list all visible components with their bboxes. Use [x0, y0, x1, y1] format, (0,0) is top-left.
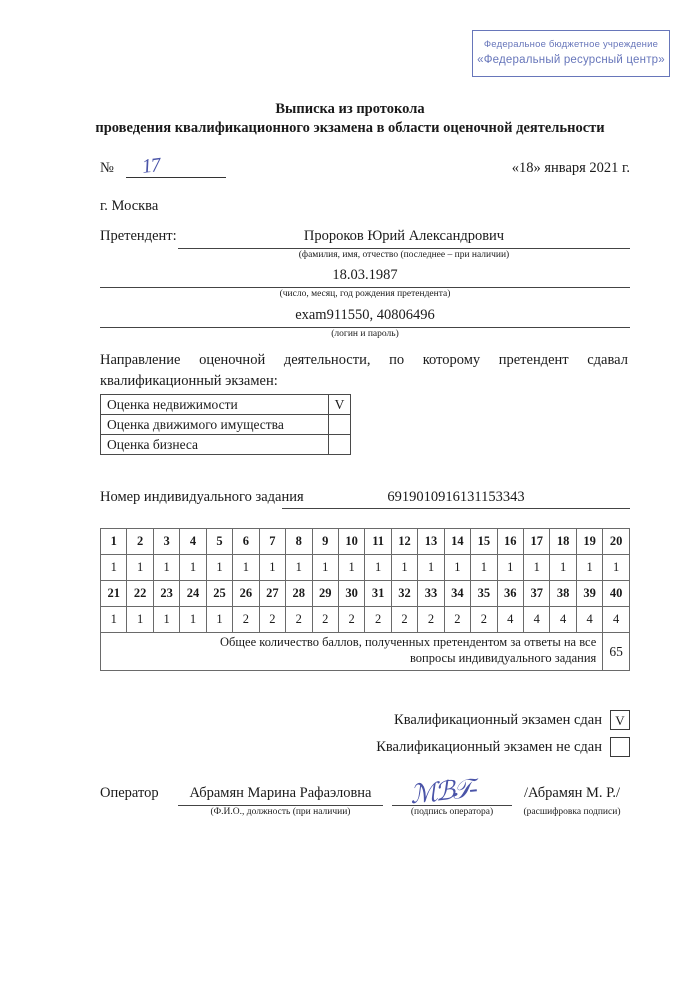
question-score-24: 1 [180, 607, 206, 633]
scores-total-row [101, 633, 630, 671]
question-number-1: 1 [101, 529, 127, 555]
question-score-17: 1 [524, 555, 550, 581]
direction-word-4: которому [422, 352, 481, 368]
operator-decode-caption: (расшифровка подписи) [523, 807, 621, 817]
question-number-35: 35 [471, 581, 497, 607]
operator-signature-caption: (подпись оператора) [410, 807, 494, 817]
document-title-line-2: проведения квалификационного экзамена в области оценочной деятельности [95, 120, 605, 136]
direction-word-3: по [389, 352, 405, 368]
question-number-27: 27 [259, 581, 285, 607]
operator-signature: ℳℬ𝒯- [408, 773, 477, 810]
scores-values-row-2 [101, 607, 630, 633]
question-number-17: 17 [524, 529, 550, 555]
question-number-24: 24 [180, 581, 206, 607]
question-score-23: 1 [153, 607, 179, 633]
question-score-34: 2 [444, 607, 470, 633]
direction-option-label-0: Оценка недвижимости [101, 395, 329, 415]
protocol-number-label: № [100, 160, 114, 176]
question-score-18: 1 [550, 555, 576, 581]
question-number-16: 16 [497, 529, 523, 555]
direction-word-5: претендент [498, 352, 569, 368]
question-number-14: 14 [444, 529, 470, 555]
question-number-9: 9 [312, 529, 338, 555]
claimant-birth-caption: (число, месяц, год рождения претендента) [279, 289, 451, 299]
question-number-4: 4 [180, 529, 206, 555]
claimant-login-caption: (логин и пароль) [331, 329, 399, 339]
operator-name-underline [178, 805, 383, 806]
question-score-35: 2 [471, 607, 497, 633]
direction-paragraph-line-1 [100, 350, 628, 371]
question-score-7: 1 [259, 555, 285, 581]
question-number-12: 12 [391, 529, 417, 555]
question-number-20: 20 [603, 529, 630, 555]
scores-grid [100, 528, 630, 671]
protocol-date: «18» января 2021 г. [511, 160, 630, 176]
question-number-32: 32 [391, 581, 417, 607]
stamp-line-2: «Федеральный ресурсный центр» [477, 54, 665, 66]
question-score-27: 2 [259, 607, 285, 633]
question-score-38: 4 [550, 607, 576, 633]
question-number-15: 15 [471, 529, 497, 555]
question-number-26: 26 [233, 581, 259, 607]
scores-header-row-1 [101, 529, 630, 555]
question-number-33: 33 [418, 581, 444, 607]
question-number-29: 29 [312, 581, 338, 607]
question-score-20: 1 [603, 555, 630, 581]
operator-decode-value: /Абрамян М. Р./ [523, 785, 621, 801]
question-score-13: 1 [418, 555, 444, 581]
question-score-28: 2 [286, 607, 312, 633]
question-number-6: 6 [233, 529, 259, 555]
result-failed-row [100, 737, 630, 759]
direction-option-checkbox-2[interactable] [329, 435, 351, 455]
result-failed-label: Квалификационный экзамен не сдан [376, 739, 602, 755]
question-score-33: 2 [418, 607, 444, 633]
direction-word-6: сдавал [587, 352, 628, 368]
claimant-birth-value: 18.03.1987 [332, 267, 398, 283]
scores-values-row-1 [101, 555, 630, 581]
question-number-22: 22 [127, 581, 153, 607]
question-score-19: 1 [576, 555, 602, 581]
question-number-2: 2 [127, 529, 153, 555]
question-score-39: 4 [576, 607, 602, 633]
question-score-30: 2 [338, 607, 364, 633]
direction-option-checkbox-1[interactable] [329, 415, 351, 435]
question-score-9: 1 [312, 555, 338, 581]
question-number-10: 10 [338, 529, 364, 555]
claimant-fio-value: Пророков Юрий Александрович [303, 228, 505, 244]
question-score-8: 1 [286, 555, 312, 581]
operator-signature-underline [392, 805, 512, 806]
question-number-19: 19 [576, 529, 602, 555]
claimant-label: Претендент: [100, 228, 177, 244]
scores-header-row-2 [101, 581, 630, 607]
document-title-line-1: Выписка из протокола [275, 101, 425, 117]
direction-paragraph-line-2: квалификационный экзамен: [100, 372, 278, 389]
question-number-31: 31 [365, 581, 391, 607]
result-passed-checkbox[interactable]: V [610, 710, 630, 730]
direction-option-checkbox-0[interactable]: V [329, 395, 351, 415]
direction-option-label-2: Оценка бизнеса [101, 435, 329, 455]
question-score-40: 4 [603, 607, 630, 633]
table-row[interactable] [101, 395, 351, 415]
table-row[interactable] [101, 415, 351, 435]
task-number-value: 6919010916131153343 [387, 489, 525, 505]
operator-name-caption: (Ф.И.О., должность (при наличии) [210, 807, 351, 817]
question-number-8: 8 [286, 529, 312, 555]
question-score-6: 1 [233, 555, 259, 581]
question-number-7: 7 [259, 529, 285, 555]
question-score-4: 1 [180, 555, 206, 581]
claimant-fio-caption: (фамилия, имя, отчество (последнее – при наличии) [298, 250, 510, 260]
question-score-22: 1 [127, 607, 153, 633]
scores-total-value: 65 [603, 633, 630, 671]
direction-option-label-1: Оценка движимого имущества [101, 415, 329, 435]
question-score-14: 1 [444, 555, 470, 581]
question-number-18: 18 [550, 529, 576, 555]
question-score-5: 1 [206, 555, 232, 581]
table-row[interactable] [101, 435, 351, 455]
claimant-login-value: exam911550, 40806496 [295, 307, 435, 323]
question-score-11: 1 [365, 555, 391, 581]
question-score-12: 1 [391, 555, 417, 581]
question-number-34: 34 [444, 581, 470, 607]
protocol-number-underline [126, 177, 226, 178]
question-number-30: 30 [338, 581, 364, 607]
question-score-37: 4 [524, 607, 550, 633]
direction-word-2: деятельности, [283, 352, 371, 368]
result-passed-label: Квалификационный экзамен сдан [394, 712, 602, 728]
question-score-10: 1 [338, 555, 364, 581]
scores-total-label: Общее количество баллов, полученных претендентом за ответы на все вопросы индивидуального задания [101, 633, 603, 671]
protocol-number-value: 17 [140, 153, 162, 179]
question-score-25: 1 [206, 607, 232, 633]
question-number-5: 5 [206, 529, 232, 555]
city-label: г. Москва [100, 198, 159, 214]
protocol-number-row [100, 153, 630, 180]
task-number-underline [282, 508, 630, 509]
question-number-38: 38 [550, 581, 576, 607]
organization-stamp [472, 30, 670, 77]
question-score-36: 4 [497, 607, 523, 633]
question-number-25: 25 [206, 581, 232, 607]
question-score-3: 1 [153, 555, 179, 581]
question-number-28: 28 [286, 581, 312, 607]
question-score-32: 2 [391, 607, 417, 633]
question-score-31: 2 [365, 607, 391, 633]
question-score-21: 1 [101, 607, 127, 633]
question-score-26: 2 [233, 607, 259, 633]
operator-name-value: Абрамян Марина Рафаэловна [189, 785, 372, 801]
question-number-11: 11 [365, 529, 391, 555]
question-score-16: 1 [497, 555, 523, 581]
question-number-21: 21 [101, 581, 127, 607]
question-score-2: 1 [127, 555, 153, 581]
task-number-label: Номер индивидуального задания [100, 489, 304, 505]
result-failed-checkbox[interactable] [610, 737, 630, 757]
stamp-line-1: Федеральное бюджетное учреждение [483, 38, 659, 50]
question-number-37: 37 [524, 581, 550, 607]
question-score-1: 1 [101, 555, 127, 581]
question-number-3: 3 [153, 529, 179, 555]
direction-paragraph [100, 350, 628, 391]
question-score-29: 2 [312, 607, 338, 633]
question-number-39: 39 [576, 581, 602, 607]
operator-label: Оператор [100, 785, 159, 801]
question-number-40: 40 [603, 581, 630, 607]
direction-word-0: Направление [100, 352, 181, 368]
question-number-23: 23 [153, 581, 179, 607]
result-passed-row [100, 710, 630, 732]
question-number-36: 36 [497, 581, 523, 607]
question-number-13: 13 [418, 529, 444, 555]
direction-word-1: оценочной [199, 352, 266, 368]
question-score-15: 1 [471, 555, 497, 581]
direction-options-table [100, 394, 351, 455]
